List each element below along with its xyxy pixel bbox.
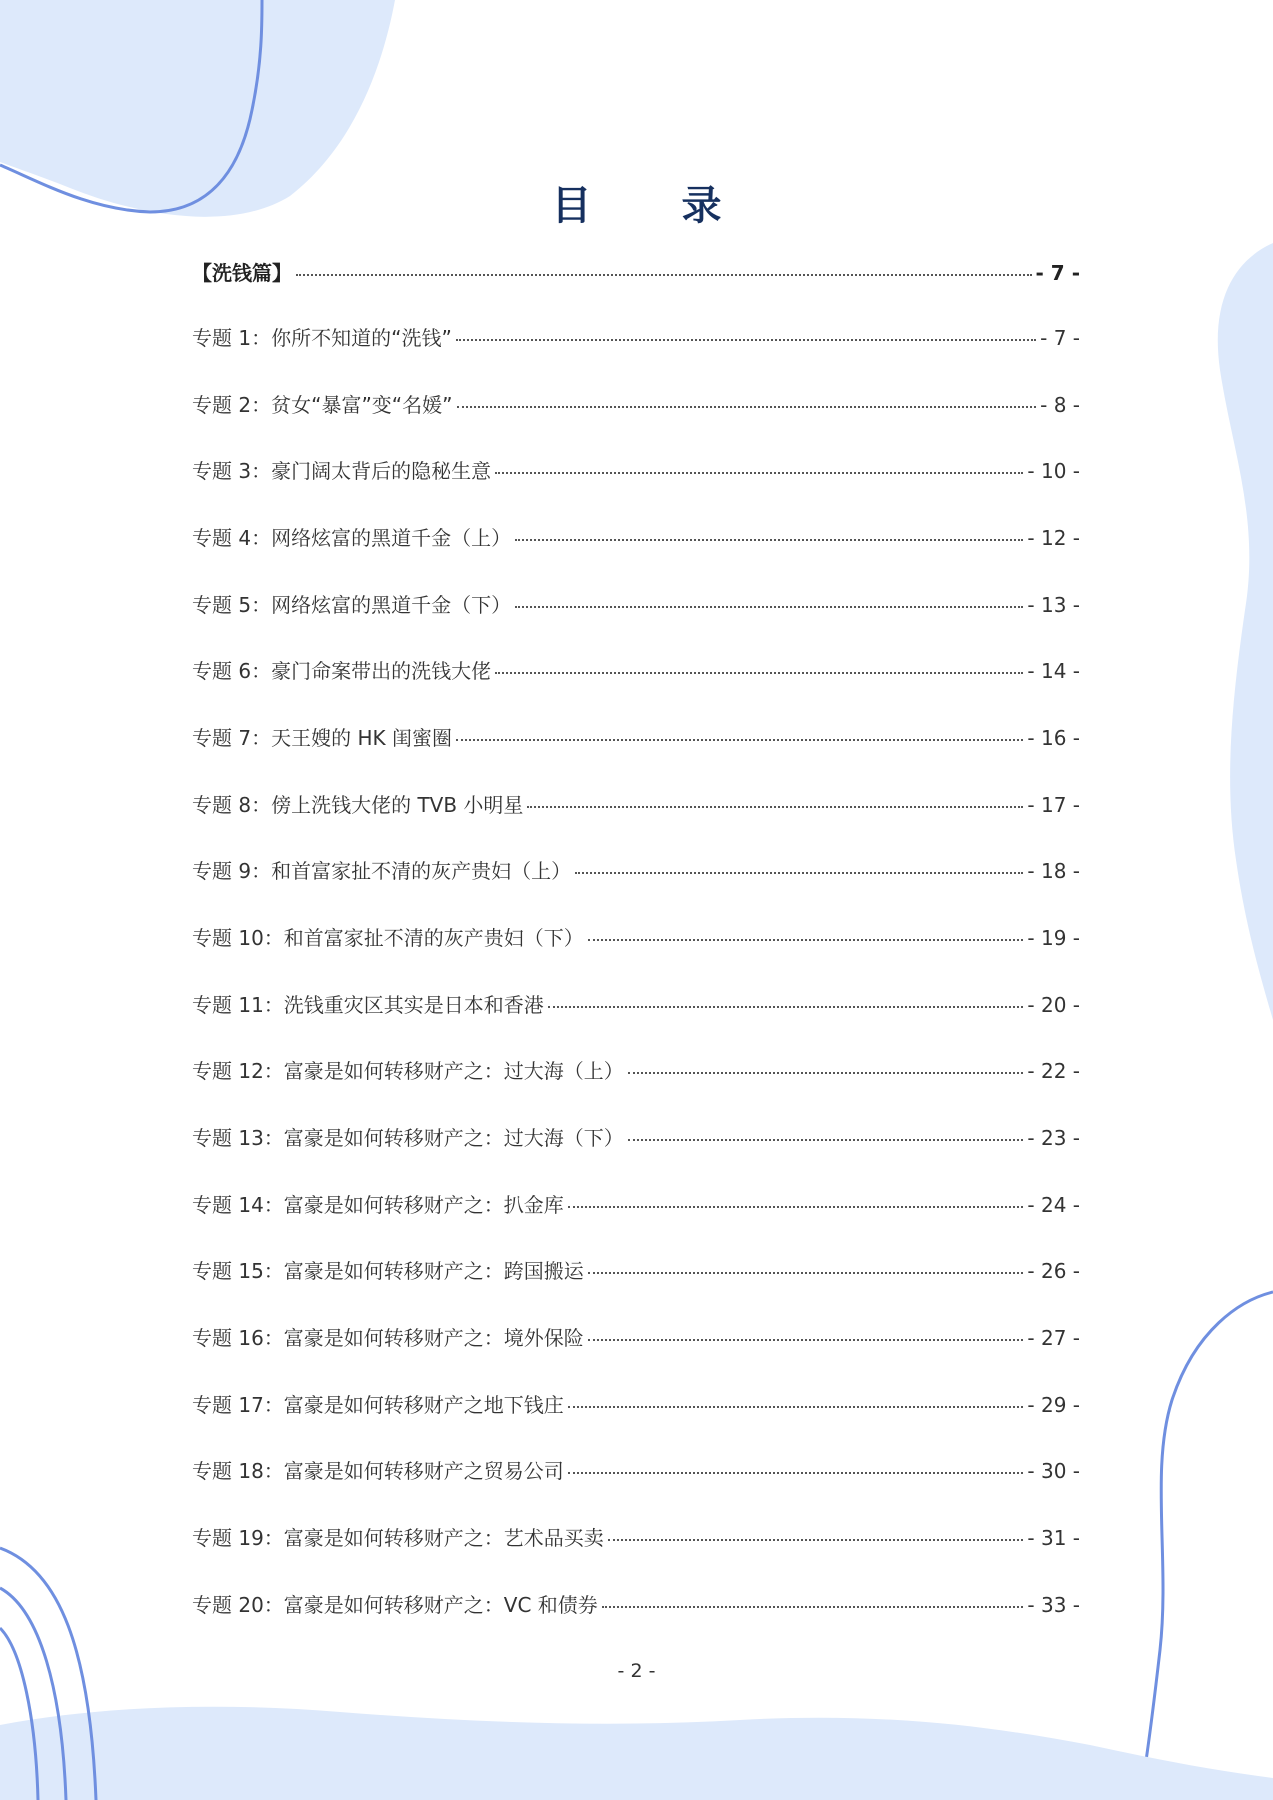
toc-entry-page: - 10 - [1027,459,1080,483]
toc-entry-label: 专题 19：富豪是如何转移财产之：艺术品买卖 [192,1526,604,1550]
toc-entry[interactable] [192,723,1080,753]
toc-entry-label: 专题 9：和首富家扯不清的灰产贵妇（上） [192,859,572,883]
toc-dot-leader [515,539,1023,541]
toc-dot-leader [457,406,1037,408]
toc-dot-leader [456,339,1036,341]
toc-entry[interactable] [192,1056,1080,1086]
toc-entry-label: 专题 5：网络炫富的黑道千金（下） [192,593,512,617]
page-title: 目 录 [551,183,760,229]
toc-dot-leader [515,606,1023,608]
toc-entry[interactable] [192,258,1080,288]
toc-entry-page: - 7 - [1035,261,1080,285]
toc-entry[interactable] [192,1190,1080,1220]
toc-dot-leader [628,1139,1024,1141]
toc-entry[interactable] [192,1256,1080,1286]
toc-entry[interactable] [192,1390,1080,1420]
toc-entry-page: - 13 - [1027,593,1080,617]
toc-entry-label: 【洗钱篇】 [192,261,292,285]
toc-entry-label: 专题 7：天王嫂的 HK 闺蜜圈 [192,726,452,750]
toc-dot-leader [588,939,1024,941]
toc-dot-leader [628,1072,1024,1074]
toc-dot-leader [495,672,1023,674]
toc-dot-leader [495,472,1023,474]
toc-dot-leader [588,1339,1024,1341]
toc-entry[interactable] [192,1456,1080,1486]
toc-entry[interactable] [192,1123,1080,1153]
toc-dot-leader [456,739,1023,741]
toc-dot-leader [602,1606,1024,1608]
toc-entry-page: - 22 - [1027,1059,1080,1083]
toc-entry-page: - 33 - [1027,1593,1080,1617]
toc-dot-leader [527,806,1023,808]
footer-page-number: - 2 - [617,1660,656,1682]
toc-entry[interactable] [192,1523,1080,1553]
toc-dot-leader [568,1206,1024,1208]
toc-entry-label: 专题 6：豪门命案带出的洗钱大佬 [192,659,492,683]
toc-entry-page: - 18 - [1027,859,1080,883]
toc-entry[interactable] [192,323,1080,353]
toc-entry-label: 专题 10：和首富家扯不清的灰产贵妇（下） [192,926,584,950]
toc-entry[interactable] [192,923,1080,953]
toc-entry-page: - 27 - [1027,1326,1080,1350]
toc-entry-label: 专题 15：富豪是如何转移财产之：跨国搬运 [192,1259,584,1283]
toc-entry[interactable] [192,590,1080,620]
toc-entry-page: - 12 - [1027,526,1080,550]
toc-entry-label: 专题 14：富豪是如何转移财产之：扒金库 [192,1193,564,1217]
toc-entry[interactable] [192,856,1080,886]
toc-dot-leader [588,1272,1024,1274]
toc-entry-page: - 17 - [1027,793,1080,817]
toc-entry-label: 专题 11：洗钱重灾区其实是日本和香港 [192,993,544,1017]
toc-entry[interactable] [192,790,1080,820]
toc-entry[interactable] [192,990,1080,1020]
toc-entry-label: 专题 3：豪门阔太背后的隐秘生意 [192,459,492,483]
toc-entry-label: 专题 17：富豪是如何转移财产之地下钱庄 [192,1393,564,1417]
toc-dot-leader [608,1539,1024,1541]
toc-entry-page: - 26 - [1027,1259,1080,1283]
toc-entry-page: - 8 - [1040,393,1080,417]
toc-entry[interactable] [192,390,1080,420]
toc-entry-label: 专题 4：网络炫富的黑道千金（上） [192,526,512,550]
toc-entry-page: - 24 - [1027,1193,1080,1217]
toc-entry-label: 专题 16：富豪是如何转移财产之：境外保险 [192,1326,584,1350]
toc-entry-label: 专题 13：富豪是如何转移财产之：过大海（下） [192,1126,624,1150]
toc-entry-label: 专题 2：贫女“暴富”变“名媛” [192,393,453,417]
toc-entry[interactable] [192,1590,1080,1620]
toc-dot-leader [575,872,1023,874]
toc-entry-page: - 23 - [1027,1126,1080,1150]
toc-entry-page: - 7 - [1040,326,1080,350]
toc-entry-page: - 30 - [1027,1459,1080,1483]
toc-dot-leader [548,1006,1024,1008]
toc-entry-label: 专题 8：傍上洗钱大佬的 TVB 小明星 [192,793,524,817]
toc-entry-label: 专题 12：富豪是如何转移财产之：过大海（上） [192,1059,624,1083]
toc-entry-page: - 19 - [1027,926,1080,950]
toc-entry-label: 专题 1：你所不知道的“洗钱” [192,326,452,350]
toc-entry-page: - 29 - [1027,1393,1080,1417]
toc-entry[interactable] [192,523,1080,553]
bottom-wave [0,1707,1273,1800]
bottom-right-curve [1140,1292,1273,1800]
toc-entry[interactable] [192,456,1080,486]
toc-entry-label: 专题 18：富豪是如何转移财产之贸易公司 [192,1459,564,1483]
toc-entry[interactable] [192,1323,1080,1353]
toc-entry-page: - 31 - [1027,1526,1080,1550]
toc-entry-page: - 20 - [1027,993,1080,1017]
right-blob [1218,243,1273,1020]
toc-dot-leader [568,1406,1024,1408]
toc-entry[interactable] [192,656,1080,686]
toc-entry-page: - 16 - [1027,726,1080,750]
toc-entry-page: - 14 - [1027,659,1080,683]
toc-dot-leader [296,274,1032,276]
toc-dot-leader [568,1472,1024,1474]
toc-entry-label: 专题 20：富豪是如何转移财产之：VC 和债券 [192,1593,598,1617]
